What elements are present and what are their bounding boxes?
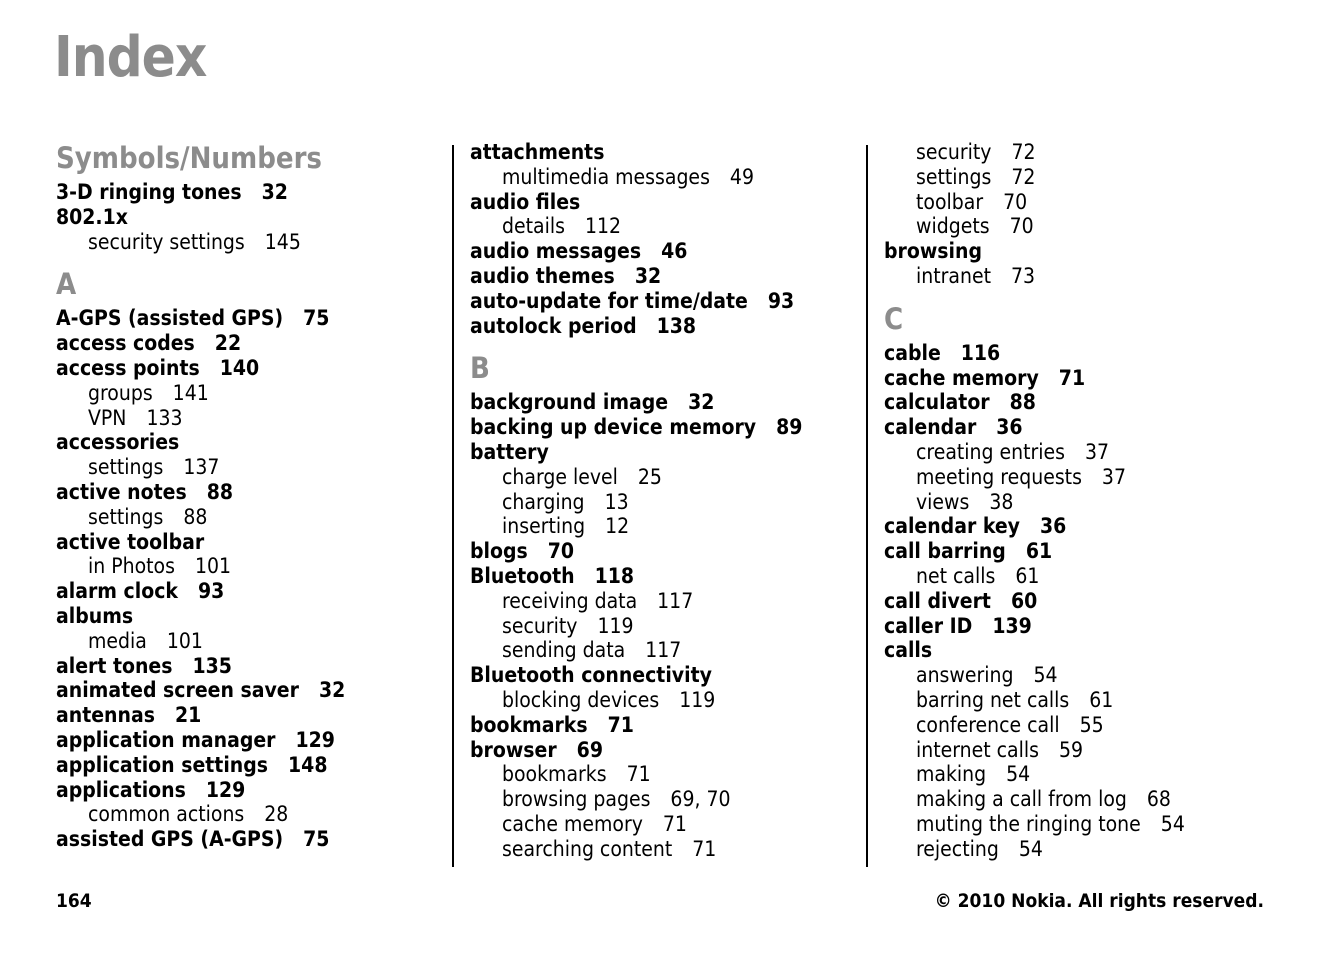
- entry-term: details: [502, 214, 565, 239]
- entry-term: calls: [884, 638, 933, 663]
- entry-term: settings: [88, 455, 164, 480]
- section-heading: B: [470, 351, 490, 386]
- entry-term: access codes: [56, 331, 195, 356]
- index-subentry: [470, 762, 850, 787]
- entry-term: common actions: [88, 802, 245, 827]
- index-subentry: [470, 214, 850, 239]
- index-entry: [56, 678, 436, 703]
- entry-page-ref: 116: [960, 340, 1001, 365]
- index-entry: [884, 390, 1264, 415]
- entry-term: creating entries: [916, 439, 1066, 464]
- index-subentry: [470, 614, 850, 639]
- index-subentry: [884, 465, 1264, 490]
- entry-term: caller ID: [884, 613, 973, 638]
- entry-page-ref: 55: [1079, 712, 1104, 737]
- entry-page-ref: 68: [1146, 787, 1171, 812]
- index-entry: [884, 341, 1264, 366]
- entry-term: active notes: [56, 479, 187, 504]
- index-entry: [470, 539, 850, 564]
- index-subentry: [56, 802, 436, 827]
- index-entry: [56, 430, 436, 455]
- index-subentry: [56, 230, 436, 255]
- entry-term: bookmarks: [470, 712, 588, 737]
- entry-page-ref: 38: [989, 489, 1014, 514]
- entry-term: browsing pages: [502, 787, 651, 812]
- entry-term: cache memory: [884, 365, 1039, 390]
- entry-term: 802.1x: [56, 204, 128, 229]
- index-subentry: [884, 663, 1264, 688]
- entry-term: 3-D ringing tones: [56, 180, 242, 204]
- index-subentry: [884, 713, 1264, 738]
- entry-page-ref: 54: [1033, 663, 1058, 688]
- entry-term: alarm clock: [56, 579, 178, 604]
- entry-page-ref: 140: [219, 355, 260, 380]
- entry-term: audio files: [470, 189, 581, 214]
- entry-page-ref: 135: [192, 653, 232, 678]
- index-entry: [470, 289, 850, 314]
- entry-page-ref: 117: [657, 588, 694, 613]
- entry-term: Bluetooth connectivity: [470, 663, 712, 688]
- section-heading: Symbols/Numbers: [56, 141, 322, 175]
- index-subentry: [884, 837, 1264, 862]
- index-subentry: [470, 688, 850, 713]
- entry-page-ref: 28: [264, 802, 289, 827]
- entry-page-ref: 71: [662, 811, 687, 836]
- entry-page-ref: 117: [645, 638, 682, 663]
- entry-term: call divert: [884, 588, 991, 613]
- entry-term: intranet: [916, 263, 991, 288]
- entry-page-ref: 71: [607, 712, 634, 737]
- index-entry: [470, 140, 850, 165]
- index-subentry: [470, 837, 850, 862]
- index-entry: [56, 205, 436, 230]
- index-subentry: [56, 554, 436, 579]
- index-entry: [884, 415, 1264, 440]
- entry-term: albums: [56, 603, 134, 628]
- entry-page-ref: 37: [1101, 464, 1126, 489]
- index-entry: [470, 440, 850, 465]
- entry-page-ref: 61: [1015, 563, 1040, 588]
- entry-term: media: [88, 628, 147, 653]
- entry-term: settings: [916, 164, 992, 189]
- entry-page-ref: 101: [166, 628, 203, 653]
- index-subentry: [470, 514, 850, 539]
- index-subentry: [884, 762, 1264, 787]
- entry-page-ref: 141: [172, 380, 209, 405]
- entry-term: cable: [884, 340, 941, 365]
- entry-page-ref: 54: [1160, 811, 1185, 836]
- page-title: Index: [54, 25, 207, 90]
- index-entry: [470, 190, 850, 215]
- index-subentry: [56, 406, 436, 431]
- entry-term: VPN: [88, 405, 127, 430]
- entry-page-ref: 12: [605, 514, 630, 539]
- entry-term: security settings: [88, 229, 245, 254]
- entry-page-ref: 70: [547, 539, 575, 564]
- entry-page-ref: 119: [679, 687, 716, 712]
- index-entry: [56, 530, 436, 555]
- entry-page-ref: 54: [1006, 762, 1031, 787]
- entry-term: alert tones: [56, 653, 173, 678]
- page-number: 164: [56, 890, 92, 912]
- column-divider: [452, 145, 454, 867]
- entry-term: sending data: [502, 638, 626, 663]
- entry-page-ref: 139: [992, 613, 1032, 638]
- entry-page-ref: 88: [1009, 390, 1036, 415]
- index-entry: [56, 753, 436, 778]
- entry-page-ref: 72: [1011, 164, 1036, 189]
- entry-page-ref: 145: [264, 229, 301, 254]
- index-entry: [470, 663, 850, 688]
- entry-term: battery: [470, 439, 549, 464]
- entry-page-ref: 118: [594, 563, 635, 588]
- entry-term: Bluetooth: [470, 563, 575, 588]
- index-subentry: [884, 190, 1264, 215]
- entry-term: barring net calls: [916, 687, 1070, 712]
- index-entry: [56, 180, 436, 205]
- index-entry: [470, 738, 850, 763]
- entry-term: blocking devices: [502, 687, 660, 712]
- index-entry: [470, 264, 850, 289]
- index-entry: [884, 614, 1264, 639]
- index-entry: [884, 239, 1264, 264]
- entry-term: security: [502, 613, 578, 638]
- index-entry: [56, 579, 436, 604]
- entry-page-ref: 69, 70: [670, 787, 731, 812]
- index-entry: [470, 314, 850, 339]
- entry-page-ref: 49: [729, 164, 754, 189]
- index-entry: [884, 514, 1264, 539]
- entry-page-ref: 89: [776, 415, 803, 440]
- entry-term: assisted GPS (A-GPS): [56, 827, 284, 852]
- entry-term: cache memory: [502, 811, 643, 836]
- entry-term: audio messages: [470, 239, 642, 264]
- entry-page-ref: 70: [1009, 214, 1034, 239]
- copyright-notice: © 2010 Nokia. All rights reserved.: [934, 890, 1264, 912]
- entry-term: making a call from log: [916, 787, 1127, 812]
- entry-term: application manager: [56, 727, 276, 752]
- entry-page-ref: 71: [626, 762, 651, 787]
- entry-page-ref: 71: [1058, 365, 1086, 390]
- entry-term: attachments: [470, 140, 605, 164]
- index-entry: [56, 604, 436, 629]
- entry-page-ref: 129: [295, 727, 335, 752]
- entry-term: A-GPS (assisted GPS): [56, 306, 284, 331]
- entry-term: widgets: [916, 214, 990, 239]
- index-subentry: [884, 564, 1264, 589]
- entry-page-ref: 61: [1089, 687, 1114, 712]
- entry-term: browser: [470, 737, 557, 762]
- index-subentry: [56, 381, 436, 406]
- index-entry: [884, 589, 1264, 614]
- index-subentry: [56, 455, 436, 480]
- entry-page-ref: 69: [576, 737, 603, 762]
- entry-term: groups: [88, 380, 153, 405]
- section-heading: C: [884, 301, 904, 336]
- entry-page-ref: 59: [1058, 737, 1084, 762]
- entry-term: charging: [502, 489, 585, 514]
- entry-term: active toolbar: [56, 529, 205, 554]
- index-column-2: [470, 140, 850, 862]
- entry-page-ref: 37: [1085, 439, 1110, 464]
- entry-term: call barring: [884, 539, 1006, 564]
- entry-page-ref: 36: [996, 415, 1023, 440]
- entry-page-ref: 88: [183, 504, 208, 529]
- index-subentry: [884, 688, 1264, 713]
- entry-page-ref: 32: [261, 180, 288, 204]
- entry-term: rejecting: [916, 836, 999, 861]
- index-subentry: [884, 812, 1264, 837]
- entry-page-ref: 137: [183, 455, 220, 480]
- entry-term: multimedia messages: [502, 164, 710, 189]
- entry-page-ref: 70: [1003, 189, 1028, 214]
- entry-page-ref: 148: [288, 752, 328, 777]
- entry-term: auto-update for time/date: [470, 288, 748, 313]
- entry-page-ref: 75: [303, 827, 330, 852]
- entry-term: making: [916, 762, 987, 787]
- index-subentry: [470, 165, 850, 190]
- index-subentry: [884, 787, 1264, 812]
- index-entry: [56, 778, 436, 803]
- index-entry: [470, 713, 850, 738]
- index-subentry: [884, 214, 1264, 239]
- index-entry: [56, 356, 436, 381]
- entry-page-ref: 88: [206, 479, 233, 504]
- entry-page-ref: 73: [1010, 263, 1036, 288]
- entry-page-ref: 36: [1039, 514, 1067, 539]
- entry-page-ref: 129: [205, 777, 246, 802]
- index-entry: [884, 539, 1264, 564]
- index-entry: [470, 564, 850, 589]
- entry-page-ref: 133: [146, 405, 183, 430]
- entry-term: animated screen saver: [56, 678, 299, 703]
- entry-term: searching content: [502, 836, 673, 861]
- entry-page-ref: 60: [1010, 588, 1038, 613]
- column-divider: [866, 145, 868, 867]
- entry-term: calculator: [884, 390, 990, 415]
- entry-term: conference call: [916, 712, 1060, 737]
- index-column-3: [884, 140, 1264, 862]
- index-subentry: [470, 490, 850, 515]
- index-subentry: [884, 440, 1264, 465]
- entry-term: receiving data: [502, 588, 638, 613]
- entry-term: security: [916, 140, 992, 164]
- index-entry: [56, 306, 436, 331]
- index-entry: [470, 415, 850, 440]
- index-subentry: [884, 264, 1264, 289]
- entry-page-ref: 72: [1011, 140, 1036, 164]
- entry-page-ref: 93: [197, 579, 225, 604]
- entry-page-ref: 93: [767, 288, 795, 313]
- index-subentry: [884, 738, 1264, 763]
- index-subentry: [56, 629, 436, 654]
- entry-term: toolbar: [916, 189, 984, 214]
- index-subentry: [56, 505, 436, 530]
- entry-term: antennas: [56, 703, 155, 728]
- index-subentry: [470, 787, 850, 812]
- entry-term: bookmarks: [502, 762, 607, 787]
- entry-term: inserting: [502, 514, 586, 539]
- index-entry: [470, 239, 850, 264]
- index-entry: [56, 827, 436, 852]
- index-entry: [56, 728, 436, 753]
- entry-term: muting the ringing tone: [916, 811, 1141, 836]
- index-column-1: [56, 140, 436, 852]
- entry-term: views: [916, 489, 970, 514]
- entry-term: blogs: [470, 539, 528, 564]
- entry-term: browsing: [884, 239, 982, 264]
- entry-term: autolock period: [470, 313, 637, 338]
- entry-term: settings: [88, 504, 164, 529]
- entry-term: accessories: [56, 430, 180, 455]
- entry-page-ref: 112: [584, 214, 622, 239]
- index-subentry: [884, 165, 1264, 190]
- index-entry: [56, 654, 436, 679]
- entry-page-ref: 13: [604, 489, 629, 514]
- section-heading: A: [56, 267, 77, 302]
- index-entry: [56, 703, 436, 728]
- index-subentry: [470, 589, 850, 614]
- entry-page-ref: 138: [656, 313, 697, 338]
- index-entry: [884, 366, 1264, 391]
- entry-page-ref: 119: [597, 613, 634, 638]
- entry-term: audio themes: [470, 263, 615, 288]
- index-subentry: [470, 638, 850, 663]
- entry-term: internet calls: [916, 737, 1039, 762]
- entry-term: access points: [56, 355, 200, 380]
- index-subentry: [884, 490, 1264, 515]
- entry-page-ref: 75: [303, 306, 330, 331]
- entry-term: answering: [916, 663, 1014, 688]
- index-subentry: [884, 140, 1264, 165]
- entry-page-ref: 25: [637, 464, 662, 489]
- entry-page-ref: 32: [634, 263, 662, 288]
- index-entry: [470, 390, 850, 415]
- entry-page-ref: 101: [194, 554, 232, 579]
- entry-page-ref: 32: [318, 678, 346, 703]
- entry-term: charge level: [502, 464, 618, 489]
- index-subentry: [470, 465, 850, 490]
- entry-page-ref: 61: [1025, 539, 1053, 564]
- entry-page-ref: 22: [214, 331, 242, 356]
- entry-term: application settings: [56, 752, 269, 777]
- index-subentry: [470, 812, 850, 837]
- entry-page-ref: 21: [174, 703, 202, 728]
- index-entry: [56, 331, 436, 356]
- entry-page-ref: 32: [688, 390, 715, 415]
- entry-term: background image: [470, 390, 669, 415]
- entry-term: backing up device memory: [470, 415, 757, 440]
- entry-page-ref: 71: [692, 836, 717, 861]
- entry-term: net calls: [916, 563, 996, 588]
- index-entry: [56, 480, 436, 505]
- entry-page-ref: 54: [1018, 836, 1043, 861]
- index-entry: [884, 638, 1264, 663]
- entry-term: calendar: [884, 415, 977, 440]
- entry-term: applications: [56, 777, 186, 802]
- entry-term: meeting requests: [916, 464, 1082, 489]
- entry-term: in Photos: [88, 554, 175, 579]
- entry-page-ref: 46: [661, 239, 688, 264]
- entry-term: calendar key: [884, 514, 1020, 539]
